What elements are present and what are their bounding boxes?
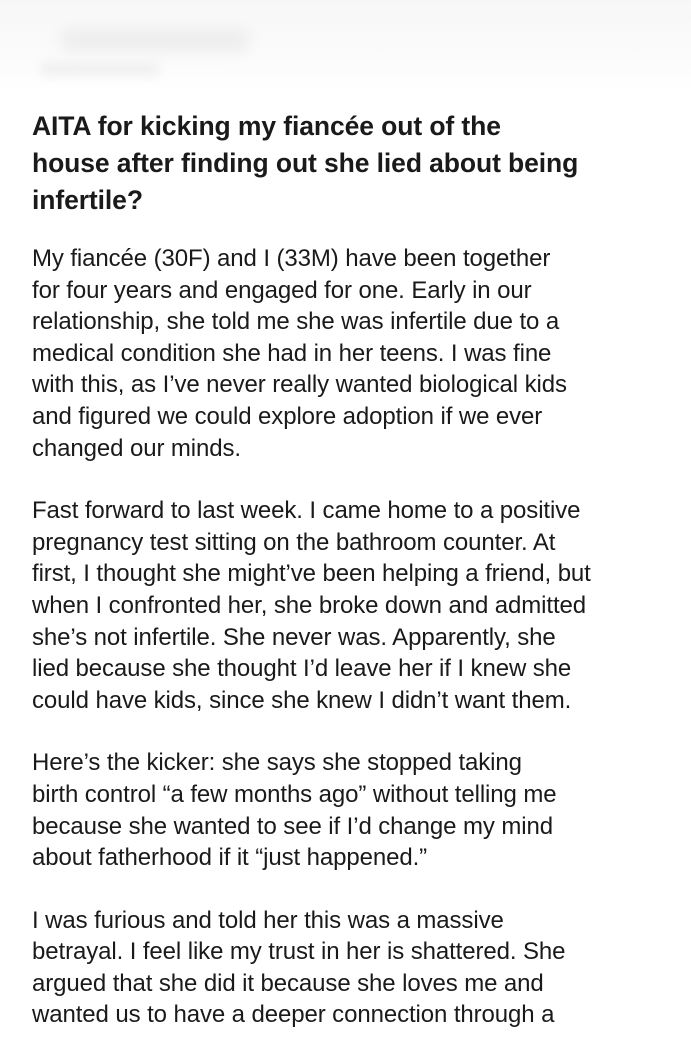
body-line: and figured we could explore adoption if we ever (32, 402, 543, 430)
body-line: she’s not infertile. She never was. Apparently, she (32, 623, 556, 651)
blurred-username (60, 28, 250, 52)
post-body (32, 243, 662, 1031)
body-line: because she wanted to see if I’d change my mind (32, 812, 553, 840)
post-title (32, 108, 662, 219)
body-line: betrayal. I feel like my trust in her is shattered. She (32, 938, 566, 966)
post-title-line: AITA for kicking my fiancée out of the (32, 111, 501, 141)
post-title-line: infertile? (32, 185, 143, 215)
blurred-metadata (40, 62, 160, 76)
body-line: wanted us to have a deeper connection through a (32, 1001, 555, 1029)
body-line: lied because she thought I’d leave her if I knew she (32, 655, 572, 683)
post-paragraph (32, 495, 662, 716)
body-line: pregnancy test sitting on the bathroom counter. At (32, 528, 556, 556)
body-line: first, I thought she might’ve been helping a friend, but (32, 560, 591, 588)
post-paragraph (32, 905, 662, 1031)
post-title-line: house after finding out she lied about being (32, 148, 579, 178)
blurred-header (0, 0, 691, 92)
body-line: My fiancée (30F) and I (33M) have been together (32, 245, 551, 272)
body-line: for four years and engaged for one. Early in our (32, 276, 532, 304)
post-content (32, 108, 662, 1062)
body-line: about fatherhood if it “just happened.” (32, 844, 428, 872)
body-line: when I confronted her, she broke down and admitted (32, 591, 587, 619)
body-line: I was furious and told her this was a massive (32, 906, 504, 934)
body-line: birth control “a few months ago” without telling me (32, 780, 557, 808)
body-line: Here’s the kicker: she says she stopped taking (32, 749, 522, 777)
body-line: with this, as I’ve never really wanted biological kids (32, 371, 567, 399)
body-line: could have kids, since she knew I didn’t want them. (32, 686, 572, 714)
body-line: relationship, she told me she was infertile due to a (32, 308, 560, 336)
body-line: medical condition she had in her teens. I was fine (32, 339, 552, 367)
post-paragraph (32, 243, 662, 464)
body-line: changed our minds. (32, 434, 241, 462)
body-line: argued that she did it because she loves me and (32, 969, 544, 997)
body-line: Fast forward to last week. I came home to a positive (32, 497, 581, 525)
post-paragraph (32, 747, 662, 873)
